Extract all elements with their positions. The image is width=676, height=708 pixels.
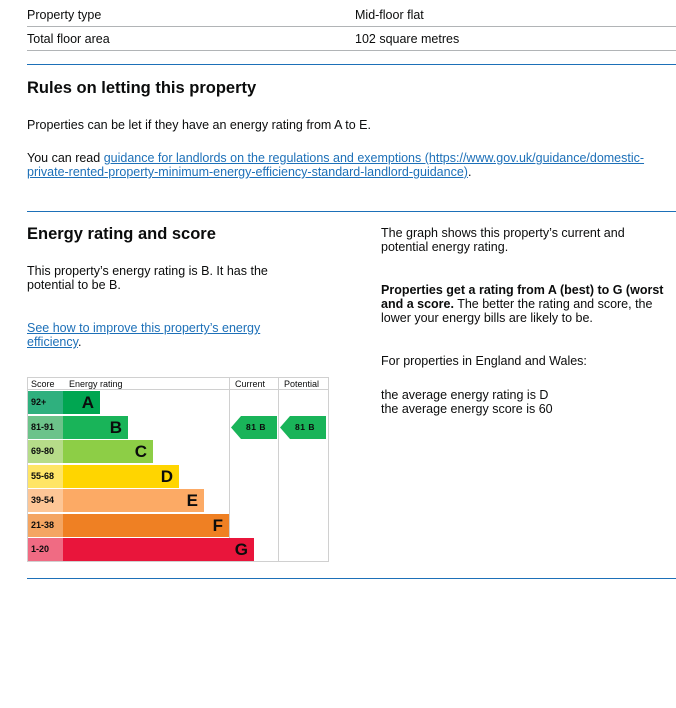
- read-prefix: You can read: [27, 151, 104, 165]
- band-letter: E: [186, 491, 198, 510]
- band-score: 92+: [28, 391, 63, 414]
- averages: [381, 388, 553, 416]
- rating-explainer-bold-2: and a score.: [381, 297, 454, 311]
- band-score: 55-68: [28, 465, 63, 488]
- band-letter: F: [212, 515, 223, 535]
- graph-desc-line1: The graph shows this property’s current and: [381, 226, 625, 240]
- band-letter: G: [234, 540, 248, 559]
- band-bar: [63, 416, 128, 439]
- letting-intro: Properties can be let if they have an energy rating from A to E.: [27, 118, 371, 132]
- potential-rating-arrow: [280, 416, 326, 439]
- rating-explainer-rest-2: lower your energy bills are likely to be.: [381, 311, 593, 325]
- section-divider: [27, 64, 676, 65]
- chart-header: [28, 378, 328, 390]
- read-suffix: .: [467, 165, 472, 179]
- band-b: [28, 416, 228, 439]
- improve-efficiency-link[interactable]: See how to improve this property’s energy: [27, 321, 261, 335]
- energy-rating-chart: [27, 377, 329, 562]
- summary-value: Mid-floor flat: [355, 7, 424, 22]
- letting-guidance-paragraph: [27, 151, 667, 179]
- improve-paragraph: [27, 321, 260, 349]
- band-g: [28, 538, 248, 561]
- graph-desc-line2: potential energy rating.: [381, 240, 509, 254]
- rating-explainer-bold-1: Properties get a rating from A (best) to G (worst: [381, 283, 664, 297]
- current-rating-arrow-label: 81 B: [246, 421, 266, 432]
- region-text: For properties in England and Wales:: [381, 354, 587, 368]
- score-column-header: Score: [31, 379, 55, 389]
- band-score: 81-91: [28, 416, 63, 439]
- landlord-guidance-link[interactable]: guidance for landlords on the regulations and exemptions (https://www.gov.uk/guidance/domestic-: [103, 151, 645, 165]
- band-bar: [63, 538, 254, 561]
- landlord-guidance-link-cont[interactable]: private-rented-property-minimum-energy-efficiency-standard-landlord-guidance): [27, 165, 468, 179]
- band-a: [28, 391, 228, 414]
- current-rating-arrow: [231, 416, 277, 439]
- improve-suffix: .: [77, 335, 82, 349]
- band-score: 69-80: [28, 440, 63, 463]
- rating-explainer: [381, 283, 673, 325]
- energy-rating-text: [27, 264, 268, 292]
- current-column-header: Current: [235, 379, 266, 389]
- improve-efficiency-link-cont[interactable]: efficiency: [27, 335, 78, 349]
- property-summary-table: [27, 3, 676, 51]
- rating-text-line2: potential to be B.: [27, 278, 121, 292]
- band-score: 39-54: [28, 489, 63, 512]
- summary-label: Total floor area: [27, 31, 110, 46]
- rating-column-header: Energy rating: [69, 379, 123, 389]
- average-score: the average energy score is 60: [381, 402, 553, 416]
- band-f: [28, 514, 228, 537]
- band-score: 21-38: [28, 514, 63, 537]
- band-bar: [63, 391, 100, 414]
- summary-row-floor-area: [27, 27, 676, 51]
- current-column-divider: [229, 378, 230, 561]
- band-bar: [63, 465, 179, 488]
- summary-label: Property type: [27, 7, 102, 22]
- band-bar: [63, 489, 204, 512]
- section-divider: [27, 578, 676, 579]
- energy-heading: Energy rating and score: [27, 225, 216, 243]
- average-rating: the average energy rating is D: [381, 388, 549, 402]
- graph-description: [381, 226, 625, 254]
- band-letter: C: [134, 442, 147, 461]
- summary-value: 102 square metres: [355, 31, 460, 46]
- potential-rating-arrow-label: 81 B: [295, 421, 315, 432]
- rating-text-line1: This property’s energy rating is B. It has the: [27, 264, 268, 278]
- band-d: [28, 465, 228, 488]
- band-bar: [63, 514, 229, 537]
- band-c: [28, 440, 228, 463]
- potential-column-divider: [278, 378, 279, 561]
- potential-column-header: Potential: [284, 379, 320, 389]
- section-divider: [27, 211, 676, 212]
- summary-row-property-type: [27, 3, 676, 27]
- band-letter: A: [81, 393, 94, 412]
- rating-explainer-rest-1: The better the rating and score, the: [453, 297, 653, 311]
- band-bar: [63, 440, 153, 463]
- band-letter: B: [109, 417, 122, 437]
- band-score: 1-20: [28, 538, 63, 561]
- letting-heading: Rules on letting this property: [27, 79, 257, 97]
- band-letter: D: [160, 466, 173, 486]
- band-e: [28, 489, 228, 512]
